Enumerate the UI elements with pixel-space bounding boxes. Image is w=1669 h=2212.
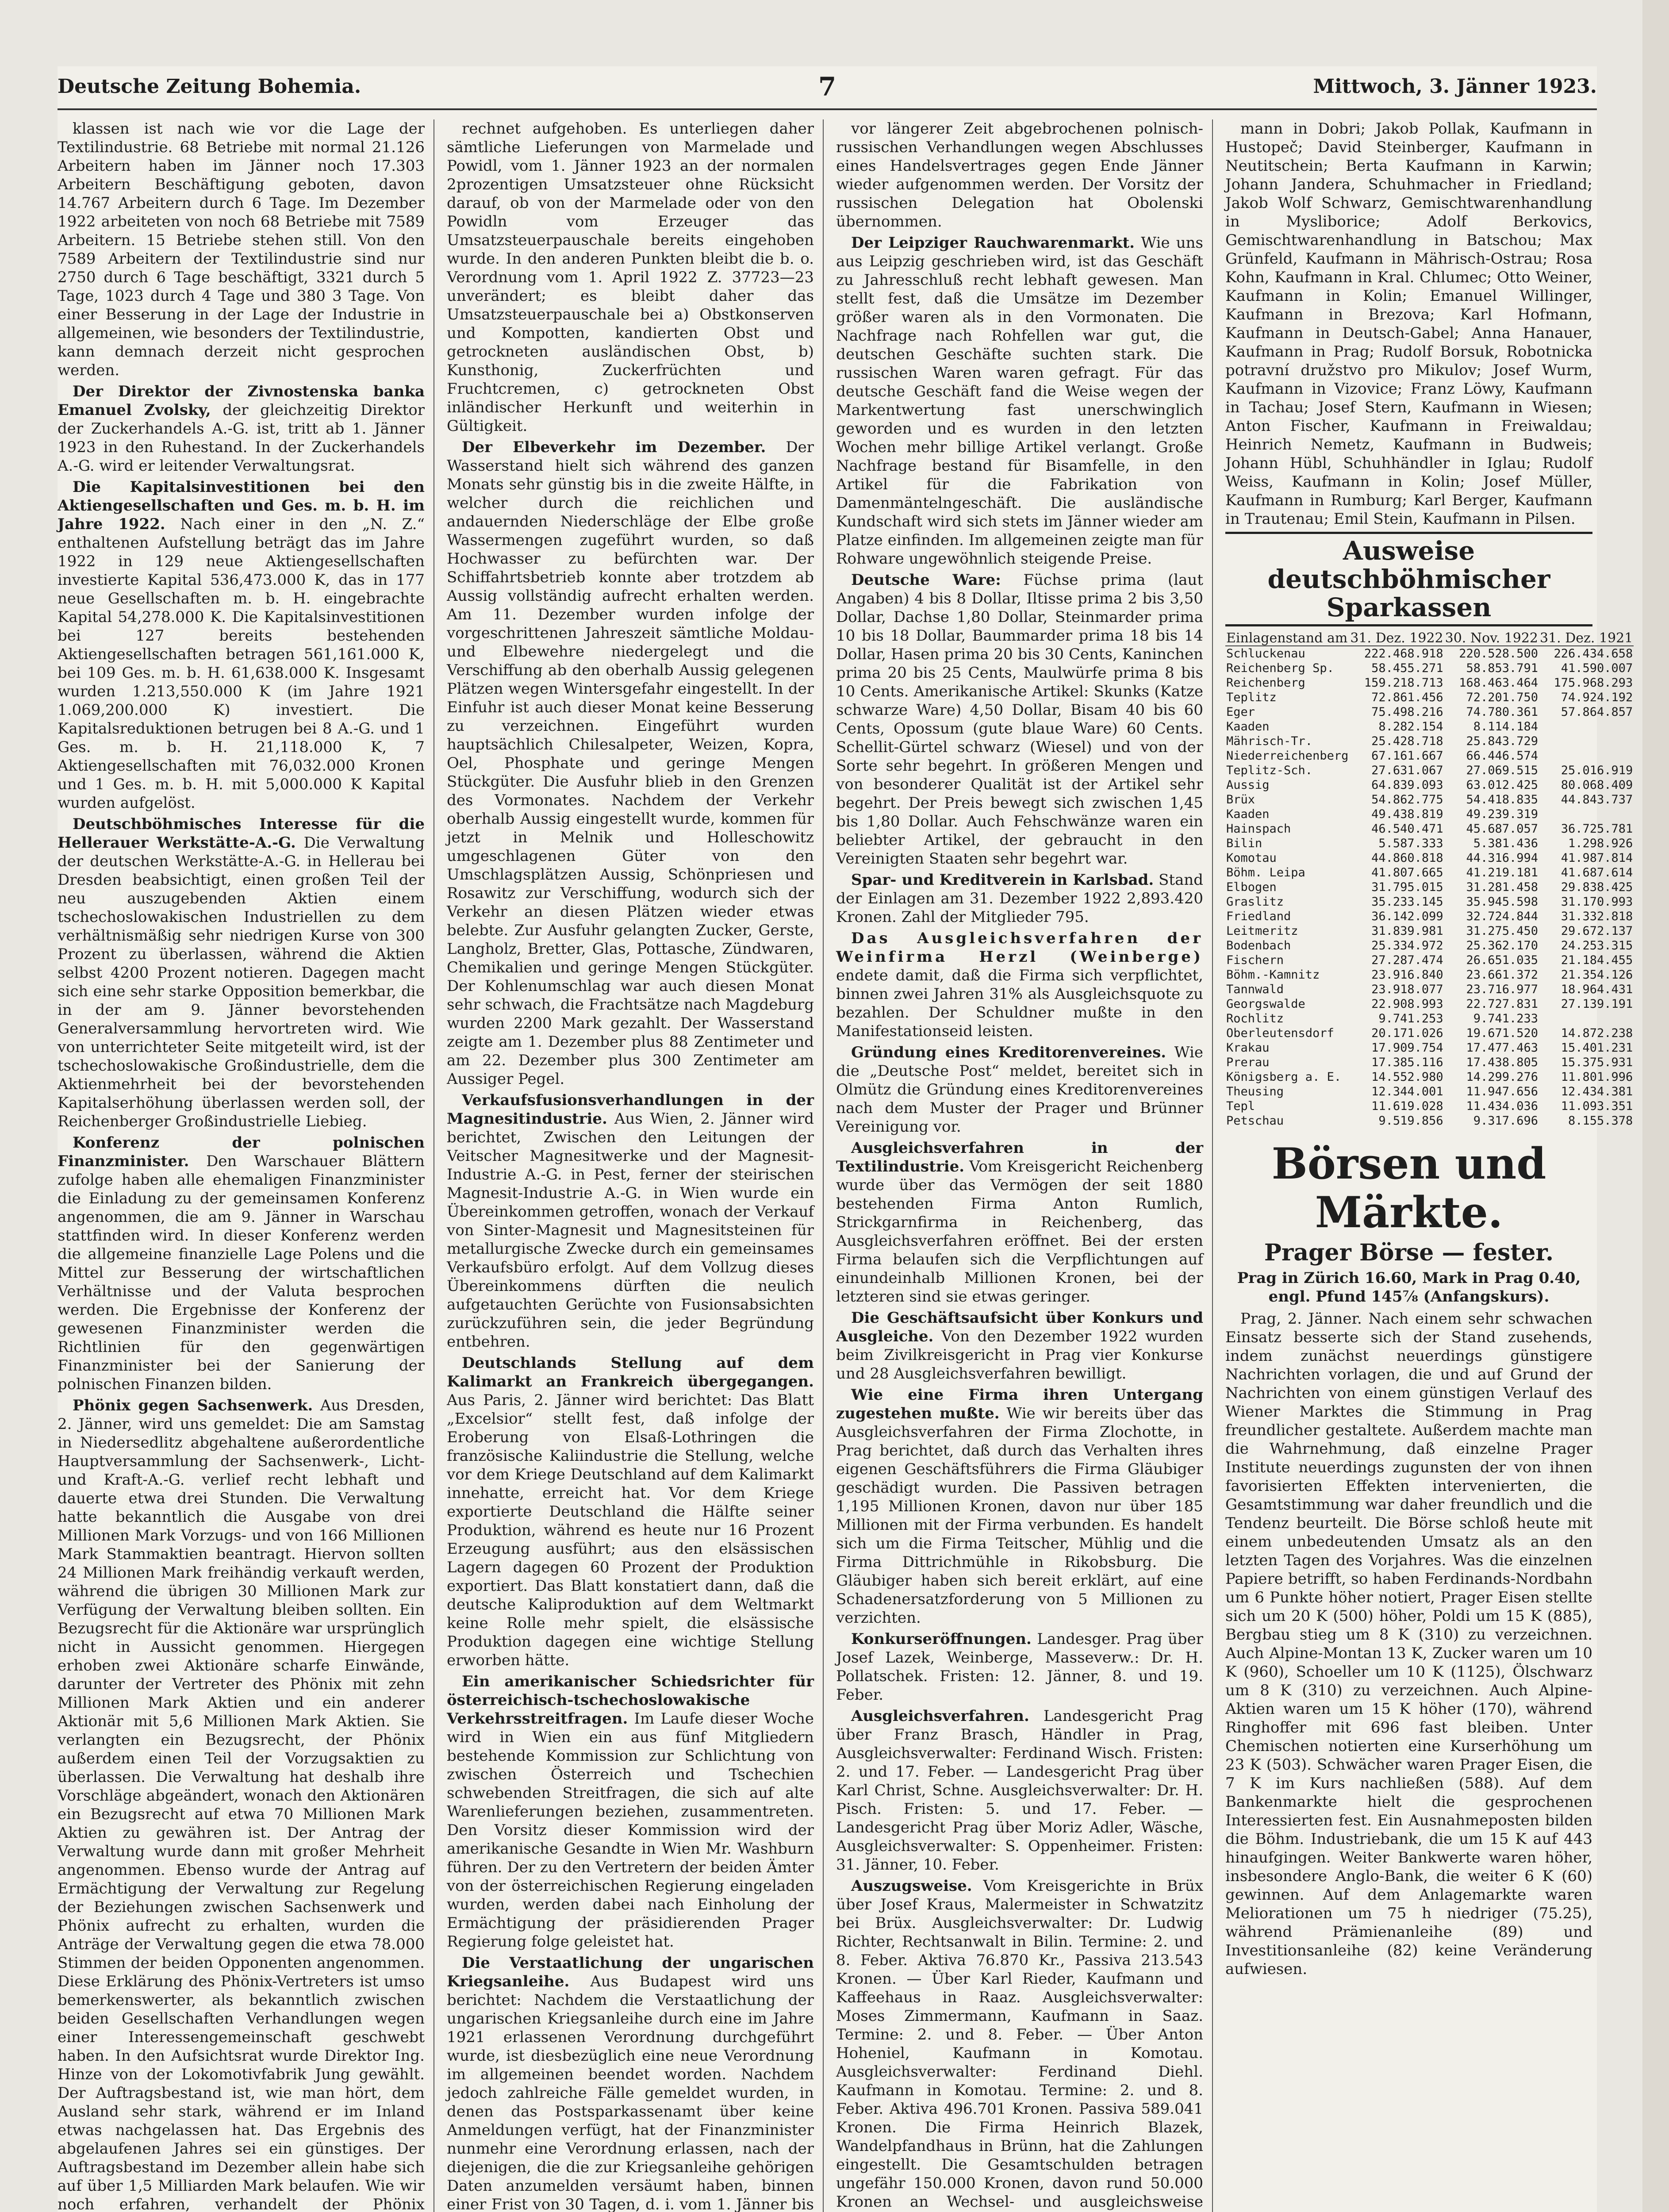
table-row: [1225, 880, 1634, 895]
table-row: [1225, 836, 1634, 851]
table-row: [1225, 968, 1634, 982]
markets-section-title: Börsen und Märkte.: [1271, 1139, 1546, 1237]
table-row: [1225, 1084, 1634, 1099]
amount-cell: 31.170.993: [1561, 895, 1633, 909]
article-headline: Das Ausgleichsverfahren der Weinfirma Herzl (Weinberge): [836, 929, 1203, 966]
article-text: Füchse prima (laut Angaben) 4 bis 8 Dollar, Iltisse prima 2 bis 3,50 Dollar, Dachse 1,80 Dollar, Steinmarder prima 10 bis 18 Dollar, Baummarder prima 18 bis 14 Dollar, Hasen prima 20 bis 30 Cents, Kaninchen prima 20 bis 25 Cents, Maulwürfe prima 8 bis 10 Cents. Amerikanische Artikel: Skunks (Katze schwarze Ware) 4,50 Dollar, Bisam 40 bis 60 Cents, Opossum (gute blaue Ware) 60 Cents. Schellit-Gürtel schwarz (Wiesel) und von der Sorte sehr begehrt. In größeren Mengen und von besonderer Qualität ist der Artikel sehr begehrt. Der Preis bewegt sich zwischen 1,45 bis 1,80 Dollar. Auch Fehschwänze waren ein beliebter Artikel, der gebraucht in den Vereinigten Staaten sehr begehrt war.: [836, 571, 1203, 868]
table-row: [1225, 778, 1634, 792]
market-report-text: Prag, 2. Jänner. Nach einem sehr schwachen Einsatz besserte sich der Stand zusehends, indem zunächst neuerdings günstigere Nachrichten vorlagen, die und auf Grund der Nachrichten von einem günstigen Verlauf des Wiener Marktes die Stimmung in Prag freundlicher gestaltete. Außerdem machte man die Wahrnehmung, daß einzelne Prager Institute neuerdings zugunsten der von ihnen favorisierten Effekten intervenierten, die Gesamtstimmung war daher freundlich und die Tendenz beurteilt. Die Börse schloß heute mit einem unbedeutenden Umsatz als an den letzten Tagen des Vorjahres. Was die einzelnen Papiere betrifft, so haben Ferdinands-Nordbahn um 6 Punkte höher notiert, Prager Eisen stellte sich um 20 K (500) höher, Poldi um 15 K (885), Bergbau stieg um 8 K (310) zu verzeichnen. Auch Alpine-Montan 13 K, Zucker waren um 10 K (960), Schoeller um 10 K (1125), Ölschwarz um 8 K (310) zu verzeichnen. Auch Alpine-Aktien waren um 15 K höher (170), während Ringhoffer mit 696 fast bleiben. Unter Chemischen notierten eine Kurserhöhung um 23 K (503). Schwächer waren Prager Eisen, die 7 K im Kurs nachließen (588). Auf dem Bankenmarkte hielt die gesprochenen Interessierten fest. Ein Ausnahmeposten bilden die Böhm. Industriebank, die um 15 K auf 443 hinaufgingen. Weiter Bankwerte waren höher, insbesondere Anglo-Bank, die weiter 6 K (60) gewinnen. Auf dem Anlagemarkte waren Meliorationen um 75 h niedriger (75.25), während Prämienanleihe (89) und Investitionsanleihe (82) keine Veränderung aufwiesen.: [1225, 1310, 1592, 1978]
amount-cell: 12.434.381: [1561, 1085, 1633, 1098]
amount-cell: 31.281.458: [1466, 880, 1538, 894]
article: [836, 571, 1203, 868]
table-row: [1225, 690, 1634, 705]
amount-cell: 11.093.351: [1561, 1099, 1633, 1113]
amount-cell: 11.619.028: [1371, 1099, 1443, 1113]
amount-cell: 35.233.145: [1371, 895, 1443, 909]
amount-cell: 18.964.431: [1561, 983, 1633, 996]
table-row: [1225, 1099, 1634, 1114]
article: [836, 871, 1203, 926]
amount-cell: 44.843.737: [1561, 793, 1633, 806]
table-header-row: [1225, 631, 1634, 646]
amount-cell: 31.795.015: [1371, 880, 1443, 894]
bank-name-cell: Friedland: [1226, 910, 1291, 923]
table-row: [1225, 661, 1634, 676]
amount-cell: 11.801.996: [1561, 1070, 1633, 1084]
article: [447, 1954, 814, 2212]
amount-cell: 5.381.436: [1473, 837, 1538, 850]
article: [58, 815, 425, 1131]
article-text: Aus Paris, 2. Jänner wird berichtet: Das Blatt „Excelsior“ stellt fest, daß infolge der Eroberung von Elsaß-Lothringen die französische Kaliindustrie die Stellung, welche vor dem Kriege Deutschland auf dem Kalimarkt innehatte, erreicht hat. Vor dem Kriege exportierte Deutschland die Hälfte seiner Produktion, während es heute nur 16 Prozent Erzeugung ausführt; aus den elsässischen Lagern dagegen 60 Prozent der Produktion exportiert. Das Blatt konstatiert dann, daß die deutsche Kaliproduktion auf dem Weltmarkt keine Rolle mehr spielt, die elsässische Produktion dagegen eine wichtige Stellung erworben hätte.: [447, 1391, 814, 1669]
table-row: [1225, 749, 1634, 763]
page-number: 7: [818, 72, 836, 102]
amount-cell: 35.945.598: [1466, 895, 1538, 909]
column-divider: [823, 119, 824, 2212]
table-header: 31. Dez. 1921: [1540, 630, 1633, 646]
bank-name-cell: Georgswalde: [1226, 997, 1305, 1011]
article-text: Aus Dresden, 2. Jänner, wird uns gemeldet: Die am Samstag in Niedersedlitz abgehaltene außerordentliche Hauptversammlung der Sachsenwerk-, Licht- und Kraft-A.-G. verlief recht lebhaft und dauerte etwa drei Stunden. Die Verwaltung hatte bekanntlich die Ausgabe von drei Millionen Mark Vorzugs- und von 166 Millionen Mark Stammaktien beantragt. Hiervon sollten 24 Millionen Mark freihändig verkauft werden, während die übrigen 30 Millionen Mark zur Verfügung der Verwaltung bleiben sollten. Ein Bezugsrecht für die Aktionäre war ursprünglich nicht in Aussicht genommen. Hiergegen erhoben zwei Aktionäre scharfe Einwände, darunter der Vertreter des Phönix mit zehn Millionen Mark Aktien und ein anderer Aktionär mit 5,6 Millionen Mark Aktien. Sie verlangten ein Bezugsrecht, der Phönix außerdem einen Teil der Vorzugsaktien zu überlassen. Die Verwaltung hat deshalb ihre Vorschläge abgeändert, wonach den Aktionären ein Bezugsrecht auf etwa 70 Millionen Mark Aktien zu gewähren ist. Der Antrag der Verwaltung wurde dann mit großer Mehrheit angenommen. Ebenso wurde der Antrag auf Ermächtigung der Verwaltung zur Regelung der Beziehungen zwischen Sachsenwerk und Phönix aufrecht zu erhalten, wurden die Anträge der Verwaltung gegen die etwa 78.000 Stimmen der beiden Opponenten angenommen. Diese Erklärung des Phönix-Vertreters ist umso bemerkenswerter, als bekanntlich zwischen beiden Gesellschaften Verhandlungen wegen einer Interessengemeinschaft geschwebt haben. In den Aufsichtsrat wurde Direktor Ing. Hinze von der Lokomotivfabrik Jung gewählt. Der Auftragsbestand ist, wie man hört, dem Ausland sehr stark, während er im Inland etwas nachgelassen hat. Das Ergebnis des abgelaufenen Jahres sei ein günstiges. Der Auftragsbestand im Dezember allein habe sich auf über 1,5 Milliarden Mark belaufen. Wie wir noch erfahren, verhandelt der Phönix: [58, 1397, 425, 2212]
amount-cell: 72.201.750: [1466, 691, 1538, 704]
amount-cell: 14.299.276: [1466, 1070, 1538, 1084]
amount-cell: 24.253.315: [1561, 939, 1633, 952]
article: [447, 1354, 814, 1670]
header-rule: [58, 108, 1597, 110]
article: [836, 1877, 1203, 2212]
masthead: Deutsche Zeitung Bohemia.: [58, 75, 361, 98]
amount-cell: 8.282.154: [1378, 720, 1443, 733]
amount-cell: 36.725.781: [1561, 822, 1633, 836]
table-row: [1225, 822, 1634, 836]
amount-cell: 8.155.378: [1568, 1114, 1633, 1128]
amount-cell: 57.864.857: [1561, 705, 1633, 719]
bank-name-cell: Böhm. Leipa: [1226, 866, 1305, 879]
article-headline: Die Verstaatlichung der ungarischen Kriegsanleihe.: [447, 1954, 814, 1990]
amount-cell: 49.239.319: [1466, 807, 1538, 821]
bank-name-cell: Eger: [1226, 705, 1255, 719]
column-4: [1225, 119, 1633, 2212]
scan-edge: [1642, 0, 1669, 2212]
article-text: mann in Dobri; Jakob Pollak, Kaufmann in Hustopeč; David Steinberger, Kaufmann in Neutitschein; Berta Kaufmann in Karwin; Johann Jandera, Schuhmacher in Friedland; Jakob Wolf Schwarz, Gemischtwarenhandlung in Mysliborice; Adolf Berkovics, Gemischtwarenhandlung in Batschou; Max Grünfeld, Kaufmann in Mährisch-Ostrau; Rosa Kohn, Kaufmann in Kral. Chlumec; Otto Weiner, Kaufmann in Kolin; Emanuel Willinger, Kaufmann in Brezova; Karl Hofmann, Kaufmann in Deutsch-Gabel; Anna Hanauer, Kaufmann in Prag; Rudolf Borsuk, Robotnicka potravní družstvo pro Mikulov; Josef Wurm, Kaufmann in Vizovice; Franz Löwy, Kaufmann in Tachau; Josef Stern, Kaufmann in Wiesen; Anton Fischer, Kaufmann in Freiwaldau; Heinrich Nemetz, Kaufmann in Budweis; Johann Hübl, Schuhhändler in Iglau; Rudolf Weiss, Kaufmann in Kolin; Josef Müller, Kaufmann in Rumburg; Karl Berger, Kaufmann in Trautenau; Emil Stein, Kaufmann in Pilsen.: [1225, 120, 1592, 528]
article-text: Wie wir bereits über das Ausgleichsverfahren der Firma Zlochotte, in Prag berichtet, daß durch das Verhalten ihres eigenen Geschäftsführers die Firma Gläubiger geschädigt wurden. Die Passiven betragen 1,195 Millionen Kronen, davon nur über 185 Millionen mit der Firma verbunden. Es handelt sich um die Firma Teitscher, Mühlig und die Firma Dittrichmühle in Rikobsburg. Die Gläubiger haben sich bereit erklärt, auf eine Schadenersatzforderung von 5 Millionen zu verzichten.: [836, 1405, 1203, 1627]
amount-cell: 64.839.093: [1371, 778, 1443, 792]
newspaper-page: [58, 66, 1633, 2212]
amount-cell: 9.519.856: [1378, 1114, 1443, 1128]
article: [447, 1672, 814, 1951]
amount-cell: 22.908.993: [1371, 997, 1443, 1011]
amount-cell: 49.438.819: [1371, 807, 1443, 821]
column-1: [58, 119, 425, 2212]
amount-cell: 27.139.191: [1561, 997, 1633, 1011]
article-headline: Spar- und Kreditverein in Karlsbad.: [851, 871, 1154, 889]
amount-cell: 23.916.840: [1371, 968, 1443, 982]
page-header: [58, 72, 1597, 106]
article-headline: Deutschlands Stellung auf dem Kalimarkt an Frankreich übergegangen.: [447, 1354, 814, 1390]
article-text: Die Verwaltung der deutschen Werkstätte-A.-G. in Hellerau bei Dresden beabsichtigt, einen großen Teil der neu auszugebenden Aktien einem tschechoslowakischen Industriellen zu dem verhältnismäßig sehr niedrigen Kurse von 300 Prozent zu überlassen, während die Aktien selbst 4200 Prozent notieren. Dagegen macht sich eine sehr starke Opposition bemerkbar, die in der am 9. Jänner bevorstehenden Generalversammlung hervortreten wird. Wie von unterrichteter Seite mitgeteilt wird, ist der tschechoslowakische Großindustrielle, dem die Aktienmehrheit bei der bevorstehenden Kapitalserhöhung überlassen werden soll, der Reichenberger Großindustrielle Liebieg.: [58, 834, 425, 1130]
amount-cell: 41.807.665: [1371, 866, 1443, 879]
bank-name-cell: Reichenberg Sp.: [1226, 661, 1334, 675]
amount-cell: [1539, 807, 1634, 822]
amount-cell: 25.016.919: [1561, 764, 1633, 777]
savings-banks-table: [1225, 631, 1634, 1128]
article: [836, 1309, 1203, 1383]
article: [836, 929, 1203, 1041]
bank-name-cell: Tepl: [1226, 1099, 1255, 1113]
amount-cell: 168.463.464: [1459, 676, 1538, 690]
article-headline: Der Elbeverkehr im Dezember.: [462, 438, 766, 456]
amount-cell: 23.716.977: [1466, 983, 1538, 996]
amount-cell: 159.218.713: [1364, 676, 1443, 690]
article-text: Landesger. Prag über Josef Lazek, Weinberge, Masseverw.: Dr. H. Pollatschek. Fristen: 12. Jänner, 8. und 19. Feber.: [836, 1630, 1204, 1704]
article-text: Im Laufe dieser Woche wird in Wien ein aus fünf Mitgliedern bestehende Kommission zur Schlichtung von zwischen Österreich und Tschechien schwebenden Streitfragen, die sich auf alte Warenlieferungen beziehen, zusammentreten. Den Vorsitz dieser Kommission wird der amerikanische Gesandte in Wien Mr. Washburn führen. Der zu den Vertretern der beiden Ämter von der österreichischen Regierung eingeladen wurden, werden dabei nach Einholung der Ermächtigung der präsidierenden Prager Regierung folge geleistet hat.: [447, 1710, 814, 1951]
article-text: Wie uns aus Leipzig geschrieben wird, ist das Geschäft zu Jahresschluß recht lebhaft gewesen. Man stellt fest, daß die Umsätze im Dezember größer waren als in den Vormonaten. Die Nachfrage nach Rohfellen war gut, die deutschen Geschäfte suchten stark. Die russischen Waren waren gefragt. Für das deutsche Geschäft fand die Weise wegen der Markentwertung fast unerschwinglich geworden und es wurden in den letzten Wochen mehr billige Artikel verlangt. Große Nachfrage bestand für Bisamfelle, in den Artikel für die Fabrikation von Damenmäntelngeschäft. Die ausländische Kundschaft wird sich stets im Jänner wieder am Platze einfinden. Im allgemeinen zeigte man für Rohware ungewöhnlich steigende Preise.: [836, 234, 1203, 568]
table-row: [1225, 909, 1634, 924]
table-row: [1225, 1070, 1634, 1084]
article-headline: Der Leipziger Rauchwarenmarkt.: [851, 234, 1135, 252]
bank-name-cell: Oberleutensdorf: [1226, 1026, 1334, 1040]
amount-cell: 46.540.471: [1371, 822, 1443, 836]
bank-name-cell: Fischern: [1226, 953, 1284, 967]
amount-cell: 66.446.574: [1466, 749, 1538, 763]
amount-cell: 5.587.333: [1378, 837, 1443, 850]
article-text: Den Warschauer Blättern zufolge haben alle ehemaligen Finanzminister die Einladung zu der gemeinsamen Konferenz angenommen, die am 9. Jänner in Warschau stattfinden wird. In dieser Konferenz werden die allgemeine finanzielle Lage Polens und die Mittel zur Besserung der wirtschaftlichen Verhältnisse und der Valuta besprochen werden. Die Ergebnisse der Konferenz der gewesenen Finanzminister werden die Richtlinien für den gegenwärtigen Finanzminister bei der Sanierung der polnischen Finanzen bilden.: [58, 1152, 425, 1393]
amount-cell: 41.987.814: [1561, 851, 1633, 865]
amount-cell: [1539, 1011, 1634, 1026]
table-row: [1225, 895, 1634, 909]
amount-cell: 21.184.455: [1561, 953, 1633, 967]
bank-name-cell: Leitmeritz: [1226, 924, 1298, 938]
amount-cell: 26.651.035: [1466, 953, 1538, 967]
amount-cell: 44.316.994: [1466, 851, 1538, 865]
amount-cell: 27.631.067: [1371, 764, 1443, 777]
article-headline: Die Kapitalsinvestitionen bei den Aktiengesellschaften und Ges. m. b. H. im Jahre 1922.: [58, 478, 425, 533]
bank-name-cell: Teplitz-Sch.: [1226, 764, 1313, 777]
bank-name-cell: Graslitz: [1226, 895, 1284, 909]
amount-cell: 175.968.293: [1554, 676, 1633, 690]
bank-name-cell: Aussig: [1226, 778, 1270, 792]
amount-cell: 9.317.696: [1473, 1114, 1538, 1128]
amount-cell: 41.219.181: [1466, 866, 1538, 879]
article-text: Der Wasserstand hielt sich während des ganzen Monats sehr günstig bis in die zweite Hälfte, in welcher durch die reichlichen und andauernden Niederschläge der Elbe große Wassermengen zugeführt wurden, so daß Hochwasser zu befürchten war. Der Schiffahrtsbetrieb konnte aber trotzdem ab Aussig vollständig aufrecht erhalten werden. Am 11. Dezember wurden infolge der vorgeschrittenen Jahreszeit sämtliche Moldau- und Elbewehre niedergelegt und die Verschiffung ab den oberhalb Aussig gelegenen Plätzen wegen Wintersgefahr eingestellt. In der Einfuhr ist auch dieser Monat keine Besserung zu verzeichnen. Eingeführt wurden hauptsächlich Chilesalpeter, Weizen, Kopra, Oel, Phosphate und geringe Mengen Stückgüter. Die Ausfuhr blieb in den Grenzen des Vormonates. Nachdem der Verkehr oberhalb Aussig eingestellt wurde, kommen für jetzt in Melnik und Holleschowitz umgeschlagenen Güter von den Umschlagsplätzen Aussig, Schönpriesen und Rosawitz zur Verschiffung, wodurch sich der Verkehr an diesen Plätzen wieder etwas belebte. Zur Ausfuhr gelangten Zucker, Gerste, Langholz, Bretter, Glas, Pottasche, Zündwaren, Chemikalien und geringe Mengen Stückgüter. Der Kohlenumschlag war auch diesen Monat sehr schwach, die Frachtsätze nach Magdeburg wurden 2200 Mark gezahlt. Der Wasserstand zeigte am 1. Dezember plus 88 Zentimeter und am 22. Dezember plus 300 Zentimeter am Aussiger Pegel.: [447, 438, 814, 1088]
amount-cell: [1539, 734, 1634, 749]
issue-date: Mittwoch, 3. Jänner 1923.: [1313, 75, 1597, 98]
amount-cell: 63.012.425: [1466, 778, 1538, 792]
article-headline: Deutschböhmisches Interesse für die Hellerauer Werkstätte-A.-G.: [58, 815, 425, 852]
table-header: 30. Nov. 1922: [1445, 630, 1538, 646]
bank-name-cell: Rochlitz: [1226, 1012, 1284, 1025]
table-row: [1225, 924, 1634, 938]
article-text: endete damit, daß die Firma sich verpflichtet, binnen zwei Jahren 31% als Ausgleichsquote zu bezahlen. Der Schuldner mußte in den Manifestationseid leisten.: [836, 967, 1203, 1040]
article-text: der gleichzeitig Direktor der Zuckerhandels A.-G. ist, tritt ab 1. Jänner 1923 in den Ruhestand. In der Zuckerhandels A.-G. wird er leitender Verwaltungsrat.: [58, 401, 425, 475]
amount-cell: 45.687.057: [1466, 822, 1538, 836]
amount-cell: 17.438.805: [1466, 1056, 1538, 1069]
article-text: Vom Kreisgerichte in Brüx über Josef Kraus, Malermeister in Schwatzitz bei Brüx. Ausgleichsverwalter: Dr. Ludwig Richter, Rechtsanwalt in Bilin. Termine: 2. und 8. Feber. Aktiva 76.870 Kr., Passiva 213.543 Kronen. — Über Karl Rieder, Kaufmann und Kaffeehaus in Raaz. Ausgleichsverwalter: Moses Zimmermann, Kaufmann in Saaz. Termine: 2. und 8. Feber. — Über Anton Hoheniel, Kaufmann in Komotau. Ausgleichsverwalter: Ferdinand Diehl. Kaufmann in Komotau. Termine: 2. und 8. Feber. Aktiva 496.701 Kronen. Passiva 589.041 Kronen. Die Firma Heinrich Blazek, Wandelpfandhaus in Brünn, hat die Zahlungen eingestellt. Die Gesamtschulden betragen ungefähr 150.000 Kronen, davon rund 50.000 Kronen an Wechsel- und ausgleichsweise: [836, 1877, 1203, 2211]
bank-name-cell: Krakau: [1226, 1041, 1270, 1055]
article-headline: Verkaufsfusionsverhandlungen in der Magnesitindustrie.: [447, 1091, 814, 1128]
amount-cell: 22.727.831: [1466, 997, 1538, 1011]
bank-name-cell: Tannwald: [1226, 983, 1284, 996]
article: [58, 1133, 425, 1394]
article-text: Von den Dezember 1922 wurden beim Zivilkreisgericht in Prag vier Konkurse und 28 Ausgleichsverfahren bewilligt.: [836, 1328, 1204, 1382]
amount-cell: 27.287.474: [1371, 953, 1443, 967]
bank-name-cell: Königsberg a. E.: [1226, 1070, 1342, 1084]
table-row: [1225, 719, 1634, 734]
amount-cell: [1539, 749, 1634, 763]
amount-cell: 220.528.500: [1459, 647, 1538, 661]
amount-cell: 23.661.372: [1466, 968, 1538, 982]
amount-cell: 54.862.775: [1371, 793, 1443, 806]
article: [58, 382, 425, 475]
amount-cell: 17.477.463: [1466, 1041, 1538, 1055]
amount-cell: 58.853.791: [1466, 661, 1538, 675]
article: [836, 1630, 1203, 1704]
amount-cell: 80.068.409: [1561, 778, 1633, 792]
amount-cell: 27.069.515: [1466, 764, 1538, 777]
article-headline: Auszugsweise.: [851, 1877, 972, 1895]
article: [447, 438, 814, 1088]
article-headline: Der Direktor der Zivnostenska banka Emanuel Zvolsky,: [58, 383, 425, 419]
table-row: [1225, 997, 1634, 1011]
table-header: 31. Dez. 1922: [1350, 630, 1443, 646]
column-2: [447, 119, 814, 2212]
amount-cell: [1539, 719, 1634, 734]
article: [836, 1386, 1203, 1627]
amount-cell: 25.362.170: [1466, 939, 1538, 952]
article-headline: Gründung eines Kreditorenvereines.: [851, 1044, 1166, 1061]
amount-cell: 31.275.450: [1466, 924, 1538, 938]
table-row: [1225, 1026, 1634, 1041]
table-row: [1225, 705, 1634, 719]
table-row: [1225, 1041, 1634, 1055]
amount-cell: 29.838.425: [1561, 880, 1633, 894]
amount-cell: 44.860.818: [1371, 851, 1443, 865]
amount-cell: 9.741.233: [1473, 1012, 1538, 1025]
bank-name-cell: Elbogen: [1226, 880, 1277, 894]
bank-name-cell: Reichenberg: [1226, 676, 1305, 690]
amount-cell: 67.161.667: [1371, 749, 1443, 763]
amount-cell: 25.334.972: [1371, 939, 1443, 952]
amount-cell: 226.434.658: [1554, 647, 1633, 661]
bank-name-cell: Kaaden: [1226, 720, 1270, 733]
article-headline: Wie eine Firma ihren Untergang zugestehen mußte.: [836, 1386, 1203, 1422]
bank-name-cell: Theusing: [1226, 1085, 1284, 1098]
article-headline: Konkurseröffnungen.: [851, 1630, 1032, 1648]
amount-cell: 15.375.931: [1561, 1056, 1633, 1069]
table-row: [1225, 676, 1634, 690]
article-headline: Deutsche Ware:: [851, 571, 1001, 589]
table-row: [1225, 734, 1634, 749]
article-text: Landesgericht Prag über Franz Brasch, Händler in Prag, Ausgleichsverwalter: Ferdinand Wisch. Fristen: 2. und 17. Feber. — Landesgericht Prag über Karl Christ, Schne. Ausgleichsverwalter: Dr. H. Pisch. Fristen: 5. und 17. Feber. — Landesgericht Prag über Moriz Adler, Wäsche, Ausgleichsverwalter: S. Oppenheimer. Fristen: 31. Jänner, 10. Feber.: [836, 1707, 1203, 1874]
amount-cell: 14.552.980: [1371, 1070, 1443, 1084]
table-row: [1225, 1055, 1634, 1070]
amount-cell: 21.354.126: [1561, 968, 1633, 982]
column-3: [836, 119, 1203, 2212]
bank-name-cell: Böhm.-Kamnitz: [1226, 968, 1320, 982]
amount-cell: 25.843.729: [1466, 734, 1538, 748]
amount-cell: 41.590.007: [1561, 661, 1633, 675]
article-text: rechnet aufgehoben. Es unterliegen daher sämtliche Lieferungen von Marmelade und Powidl, vom 1. Jänner 1923 an der normalen 2prozentigen Umsatzsteuer ohne Rücksicht darauf, ob von der Marmelade oder von den Powidln vom Erzeuger das Umsatzsteuerpauschale bereits eingehoben wurde. In den anderen Punkten bleibt die b. o. Verordnung vom 1. April 1922 Z. 37723—23 unverändert; es bleibt daher das Umsatzsteuerpauschale bei a) Obstkonserven und Kompotten, kandierten Obst und getrockneten ausländischen Obst, b) Kunsthonig, Zuckerfrüchten und Fruchtcremen, c) getrockneten Obst inländischer Herkunft und weiterhin in Gültigkeit.: [447, 120, 814, 435]
article-text: Nach einer in den „N. Z.“ enthaltenen Aufstellung beträgt das im Jahre 1922 in 129 neue Aktiengesellschaften investierte Kapital 536,473.000 K, das in 177 neue Gesellschaften m. b. H. eingebrachte Kapital 54,278.000 K. Die Kapitalsinvestitionen bei 127 bereits bestehenden Aktiengesellschaften betragen 561,161.000 K, bei 109 Ges. m. b. H. 61,638.000 K. Insgesamt wurden 1.213,550.000 K (im Jahre 1921 1.069,200.000 K) investiert. Die Kapitalsreduktionen betrugen bei 8 A.-G. und 1 Ges. m. b. H. 21,118.000 K, 7 Aktiengesellschaften mit 76,032.000 Kronen und 1 Ges. m. b. H. mit 5,000.000 K Kapital wurden aufgelöst.: [58, 515, 425, 812]
article-text: Stand der Einlagen am 31. Dezember 1922 2,893.420 Kronen. Zahl der Mitglieder 795.: [836, 871, 1203, 926]
savings-banks-table-body: [1225, 646, 1634, 1128]
amount-cell: 75.498.216: [1371, 705, 1443, 719]
table-row: [1225, 851, 1634, 865]
amount-cell: 32.724.844: [1466, 910, 1538, 923]
amount-cell: 12.344.001: [1371, 1085, 1443, 1098]
table-row: [1225, 792, 1634, 807]
article-headline: Ausgleichsverfahren in der Textilindustrie.: [836, 1139, 1203, 1175]
bank-name-cell: Komotau: [1226, 851, 1277, 865]
article-headline: Ein amerikanischer Schiedsrichter für österreichisch-tschechoslowakische Verkehrsstreitfragen.: [447, 1673, 814, 1728]
amount-cell: 19.671.520: [1466, 1026, 1538, 1040]
bank-name-cell: Brüx: [1226, 793, 1255, 806]
amount-cell: 54.418.835: [1466, 793, 1538, 806]
article: [836, 1139, 1203, 1306]
article-text: Vom Kreisgericht Reichenberg wurde über das Vermögen der seit 1880 bestehenden Firma Anton Rumlich, Strickgarnfirma in Reichenberg, das Ausgleichsverfahren eröffnet. Bei der ersten Firma belaufen sich die Verpflichtungen auf einundeinhalb Millionen Kronen, bei der letzteren sind sie etwas geringer.: [836, 1158, 1203, 1306]
bank-name-cell: Schluckenau: [1226, 647, 1305, 661]
amount-cell: 74.924.192: [1561, 691, 1633, 704]
bank-name-cell: Hainspach: [1226, 822, 1291, 836]
amount-cell: 41.687.614: [1561, 866, 1633, 879]
article-headline: Ausgleichsverfahren.: [851, 1707, 1029, 1725]
article: [58, 478, 425, 812]
amount-cell: 29.672.137: [1561, 924, 1633, 938]
article-text: vor längerer Zeit abgebrochenen polnisch-russischen Verhandlungen wegen Abschlusses eines Handelsvertrages gegen Ende Jänner wieder aufgenommen werden. Der Vorsitz der russischen Delegation hat Obolenski übernommen.: [836, 120, 1203, 230]
table-row: [1225, 982, 1634, 997]
bank-name-cell: Niederreichenberg: [1226, 749, 1349, 763]
amount-cell: 36.142.099: [1371, 910, 1443, 923]
amount-cell: 14.872.238: [1561, 1026, 1633, 1040]
bank-name-cell: Bodenbach: [1226, 939, 1291, 952]
amount-cell: 17.385.116: [1371, 1056, 1443, 1069]
table-row: [1225, 646, 1634, 661]
bank-name-cell: Kaaden: [1226, 807, 1270, 821]
bank-name-cell: Petschau: [1226, 1114, 1284, 1128]
amount-cell: 72.861.456: [1371, 691, 1443, 704]
article-headline: Phönix gegen Sachsenwerk.: [73, 1397, 313, 1414]
table-row: [1225, 953, 1634, 968]
amount-cell: 31.332.818: [1561, 910, 1633, 923]
exchange-subtitle: Prager Börse — fester.: [1264, 1239, 1554, 1266]
table-row: [1225, 763, 1634, 778]
savings-banks-title: Ausweise deutschböhmischer Sparkassen: [1225, 532, 1592, 626]
article-headline: Die Geschäftsaufsicht über Konkurs und Ausgleiche.: [836, 1309, 1203, 1345]
exchange-rates-line: Prag in Zürich 16.60, Mark in Prag 0.40, engl. Pfund 145⅞ (Anfangskurs).: [1237, 1269, 1581, 1306]
table-row: [1225, 938, 1634, 953]
article-text: klassen ist nach wie vor die Lage der Textilindustrie. 68 Betriebe mit normal 21.126 Arbeitern haben im Jänner noch 17.303 Arbeitern Beschäftigung geboten, davon 14.767 Arbeitern durch 6 Tage. Im Dezember 1922 arbeiteten von noch 68 Betriebe mit 7589 Arbeitern. 15 Betriebe stehen still. Von den 7589 Arbeitern der Textilindustrie sind nur 2750 durch 6 Tage beschäftigt, 3321 durch 5 Tage, 1023 durch 4 Tage und 380 3 Tage. Von einer Besserung in der Lage der Industrie in allgemeinen, wie besonders der Textilindustrie, kann demnach derzeit nicht gesprochen werden.: [58, 120, 425, 379]
article: [836, 1707, 1203, 1874]
amount-cell: 58.455.271: [1371, 661, 1443, 675]
amount-cell: 23.918.077: [1371, 983, 1443, 996]
amount-cell: 74.780.361: [1466, 705, 1538, 719]
amount-cell: 11.947.656: [1466, 1085, 1538, 1098]
table-row: [1225, 1011, 1634, 1026]
column-divider: [1212, 119, 1213, 2212]
article-text: Aus Budapest wird uns berichtet: Nachdem die Verstaatlichung der ungarischen Kriegsanleihe durch eine im Jahre 1921 erlassenen Verordnung durchgeführt wurde, ist diesbezüglich eine neue Verordnung im allgemeinen beendet worden. Nachdem jedoch zahlreiche Fälle gemeldet wurden, in denen das Postsparkassenamt über keine Anmeldungen verfügt, hat der Finanzminister nunmehr eine Verordnung erlassen, nach der diejenigen, die die zur Kriegsanleihe gehörigen Daten anzumelden versäumt haben, binnen einer Frist von 30 Tagen, d. i. vom 1. Jänner bis: [447, 1973, 814, 2212]
article: [836, 1043, 1203, 1136]
article-headline: Konferenz der polnischen Finanzminister.: [58, 1134, 425, 1170]
bank-name-cell: Mährisch-Tr.: [1226, 734, 1313, 748]
article: [836, 234, 1203, 568]
amount-cell: 31.839.981: [1371, 924, 1443, 938]
table-header: Einlagenstand am: [1225, 631, 1349, 646]
amount-cell: 11.434.036: [1466, 1099, 1538, 1113]
amount-cell: 222.468.918: [1364, 647, 1443, 661]
table-row: [1225, 865, 1634, 880]
amount-cell: 25.428.718: [1371, 734, 1443, 748]
article-text: Aus Wien, 2. Jänner wird berichtet, Zwischen den Leitungen der Veitscher Magnesitwerke und der Magnesit-Industrie A.-G. in Pest, ferner der steirischen Magnesit-Industrie A.-G. in Wien wurde ein Übereinkommen getroffen, wonach der Verkauf von Sinter-Magnesit und Magnesitsteinen für metallurgische Zwecke durch ein gemeinsames Verkaufsbüro erfolgt. Auf dem Vollzug dieses Übereinkommens dürften die neulich aufgetauchten Gerüchte von Fusionsabsichten zurückzuführen sein, die jeder Begründung entbehren.: [447, 1110, 814, 1351]
bank-name-cell: Bilin: [1226, 837, 1262, 850]
amount-cell: 20.171.026: [1371, 1026, 1443, 1040]
amount-cell: 17.909.754: [1371, 1041, 1443, 1055]
bank-name-cell: Prerau: [1226, 1056, 1270, 1069]
amount-cell: 8.114.184: [1473, 720, 1538, 733]
article-text: Wie die „Deutsche Post“ meldet, bereitet sich in Olmütz die Gründung eines Kreditorenvereines nach dem Muster der Prager und Brünner Vereinigung vor.: [836, 1044, 1204, 1136]
bank-name-cell: Teplitz: [1226, 691, 1277, 704]
amount-cell: 9.741.253: [1378, 1012, 1443, 1025]
amount-cell: 15.401.231: [1561, 1041, 1633, 1055]
table-row: [1225, 1114, 1634, 1128]
article: [447, 1091, 814, 1351]
amount-cell: 1.298.926: [1568, 837, 1633, 850]
article: [58, 1396, 425, 2212]
table-row: [1225, 807, 1634, 822]
